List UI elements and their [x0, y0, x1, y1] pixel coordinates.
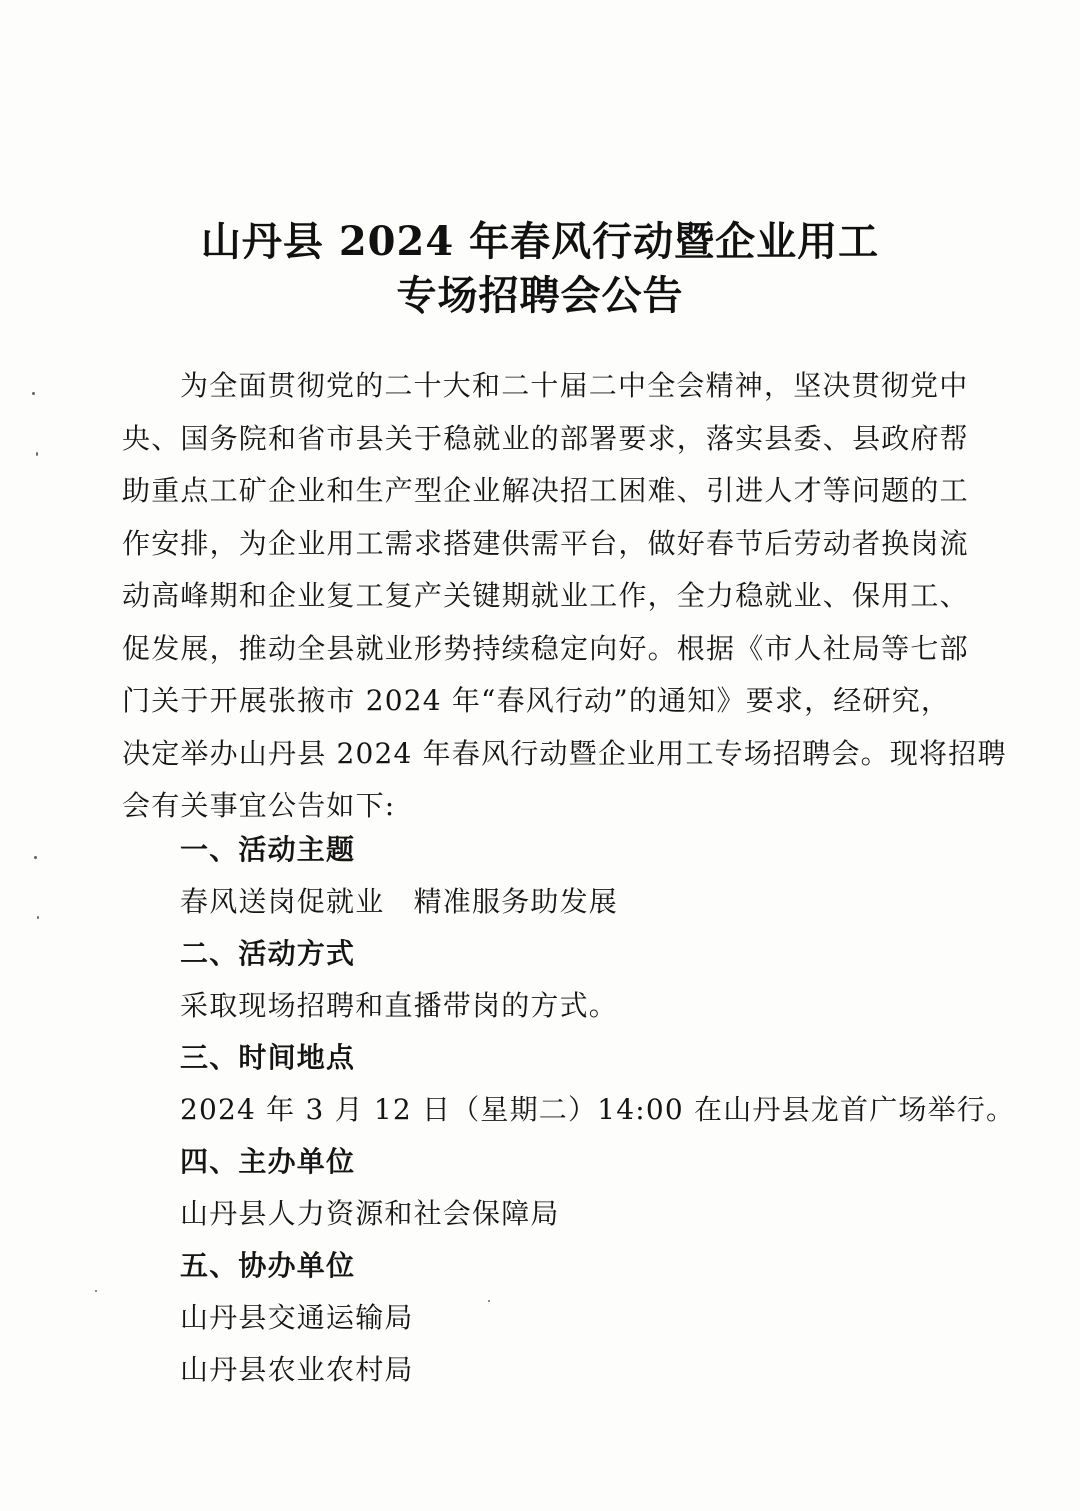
section-heading-method: 二、活动方式 [180, 937, 356, 970]
scan-speck [488, 1300, 490, 1302]
intro-line: 动高峰期和企业复工复产关键期就业工作，全力稳就业、保用工、 [122, 579, 969, 612]
intro-paragraph [122, 360, 1007, 833]
section-text-co-organizer: 山丹县农业农村局 [180, 1353, 414, 1386]
section-text-organizer: 山丹县人力资源和社会保障局 [180, 1197, 560, 1230]
section-text-method: 采取现场招聘和直播带岗的方式。 [180, 989, 619, 1022]
section-heading-theme: 一、活动主题 [180, 833, 356, 866]
section-heading-time-place: 三、时间地点 [180, 1041, 356, 1074]
section-heading-organizer: 四、主办单位 [180, 1145, 356, 1178]
intro-line: 作安排，为企业用工需求搭建供需平台，做好春节后劳动者换岗流 [122, 526, 969, 560]
scan-speck [34, 856, 37, 859]
intro-line: 门关于开展张掖市 2024 年“春风行动”的通知》要求，经研究， [122, 684, 951, 717]
intro-line: 促发展，推动全县就业形势持续稳定向好。根据《市人社局等七部 [122, 631, 969, 665]
scan-speck [32, 392, 35, 395]
document-title-line-1: 山丹县 2024 年春风行动暨企业用工 [200, 218, 880, 265]
section-text-co-organizer: 山丹县交通运输局 [180, 1301, 414, 1334]
document-title-line-2: 专场招聘会公告 [396, 272, 684, 319]
intro-line: 央、国务院和省市县关于稳就业的部署要求，落实县委、县政府帮 [122, 421, 969, 455]
intro-line: 决定举办山丹县 2024 年春风行动暨企业用工专场招聘会。现将招聘 [122, 736, 1007, 770]
scan-speck [95, 1290, 97, 1292]
intro-line: 为全面贯彻党的二十大和二十届二中全会精神，坚决贯彻党中 [180, 369, 969, 402]
intro-line: 会有关事宜公告如下: [122, 789, 396, 822]
scan-speck [37, 916, 39, 919]
intro-line: 助重点工矿企业和生产型企业解决招工困难、引进人才等问题的工 [122, 474, 969, 507]
scan-speck [36, 452, 38, 456]
section-text-time-place: 2024 年 3 月 12 日（星期二）14:00 在山丹县龙首广场举行。 [180, 1093, 1016, 1126]
section-text-theme: 春风送岗促就业 精准服务助发展 [180, 885, 619, 918]
section-heading-co-organizer: 五、协办单位 [180, 1249, 356, 1282]
